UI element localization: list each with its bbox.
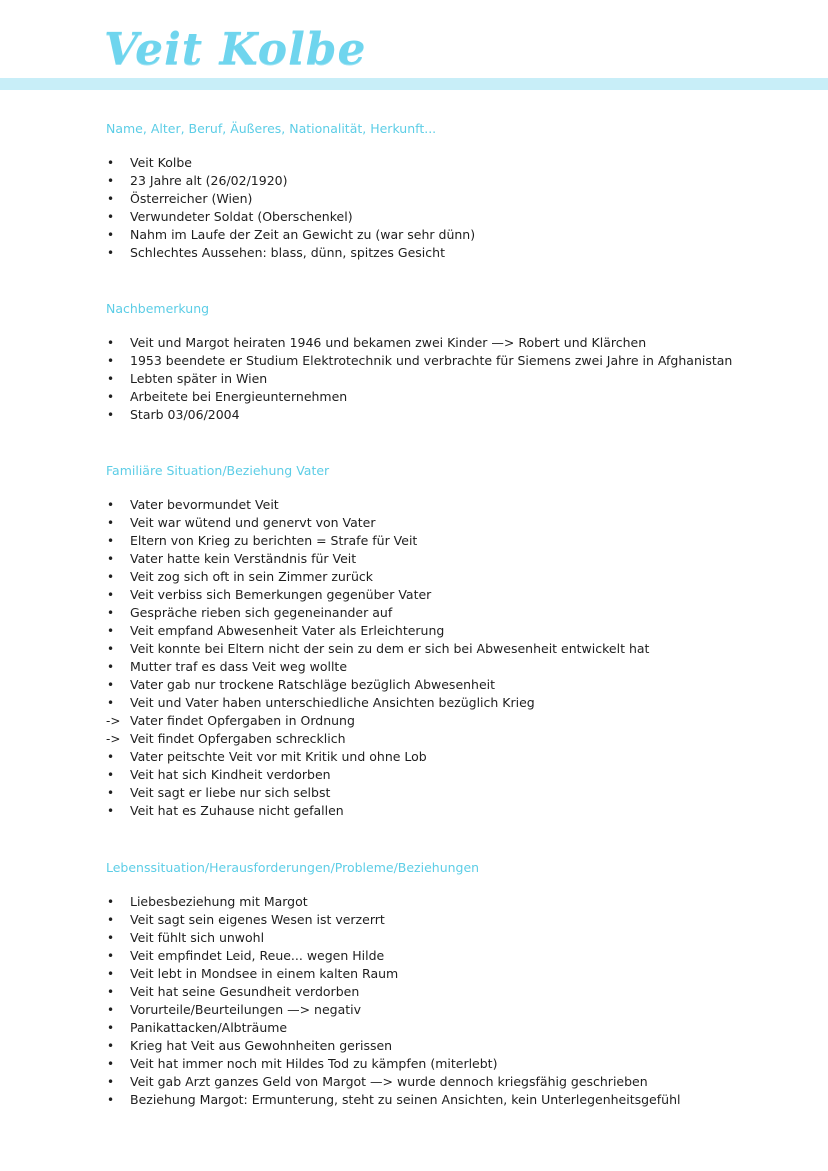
bullet-marker: • [107, 967, 115, 981]
list-item-text: Veit findet Opfergaben schrecklich [130, 731, 346, 746]
section-heading: Nachbemerkung [106, 301, 210, 316]
list-item [106, 226, 806, 244]
section-nachbemerkung [106, 300, 806, 424]
bullet-marker: • [107, 336, 115, 350]
bullet-marker: • [107, 1093, 115, 1107]
bullet-marker: • [107, 552, 115, 566]
list-item-text: Liebesbeziehung mit Margot [130, 894, 308, 909]
arrow-marker: -> [106, 732, 121, 746]
list-item-text: Veit empfindet Leid, Reue... wegen Hilde [130, 948, 385, 963]
bullet-marker: • [107, 949, 115, 963]
list-item-text: Nahm im Laufe der Zeit an Gewicht zu (war sehr dünn) [130, 227, 476, 242]
section-life-situation [106, 859, 806, 1109]
list-item [106, 929, 806, 947]
list-item-text: Lebten später in Wien [130, 371, 268, 386]
bullet-marker: • [107, 192, 115, 206]
bullet-marker: • [107, 534, 115, 548]
list-item [106, 154, 806, 172]
list-item [106, 586, 806, 604]
bullet-marker: • [107, 498, 115, 512]
list-item [106, 1073, 806, 1091]
list-item [106, 748, 806, 766]
list-item [106, 893, 806, 911]
list-item-text: Vater hatte kein Verständnis für Veit [130, 551, 357, 566]
bullet-marker: • [107, 408, 115, 422]
bullet-marker: • [107, 588, 115, 602]
list-item [106, 190, 806, 208]
section-heading: Name, Alter, Beruf, Äußeres, Nationalität, Herkunft... [106, 121, 437, 136]
list-item [106, 1019, 806, 1037]
list-item-text: Vorurteile/Beurteilungen —> negativ [130, 1002, 362, 1017]
bullet-marker: • [107, 228, 115, 242]
page-title: Veit Kolbe [104, 24, 367, 75]
list-item-text: Veit empfand Abwesenheit Vater als Erleichterung [130, 623, 445, 638]
list-item [106, 604, 806, 622]
list-item [106, 730, 806, 748]
list-item [106, 694, 806, 712]
list-item-text: Veit konnte bei Eltern nicht der sein zu dem er sich bei Abwesenheit entwickelt hat [130, 641, 650, 656]
list-item [106, 370, 806, 388]
list-item-text: Veit hat immer noch mit Hildes Tod zu kämpfen (miterlebt) [130, 1056, 498, 1071]
list-item-text: Vater peitschte Veit vor mit Kritik und ohne Lob [130, 749, 427, 764]
list-item-text: Vater bevormundet Veit [130, 497, 279, 512]
list-item [106, 784, 806, 802]
title-block [104, 22, 367, 78]
list-item [106, 334, 806, 352]
list-item [106, 658, 806, 676]
list-item [106, 550, 806, 568]
list-item-text: Veit lebt in Mondsee in einem kalten Raum [130, 966, 399, 981]
bullet-marker: • [107, 768, 115, 782]
bullet-marker: • [107, 156, 115, 170]
list-item [106, 532, 806, 550]
list-item-text: Veit und Vater haben unterschiedliche Ansichten bezüglich Krieg [130, 695, 535, 710]
list-item-text: Arbeitete bei Energieunternehmen [130, 389, 348, 404]
list-item [106, 496, 806, 514]
list-item-text: Gespräche rieben sich gegeneinander auf [130, 605, 393, 620]
bullet-marker: • [107, 174, 115, 188]
list-item [106, 766, 806, 784]
list-item [106, 352, 806, 370]
bullet-marker: • [107, 372, 115, 386]
bullet-marker: • [107, 696, 115, 710]
section-family-situation [106, 462, 806, 820]
list-item [106, 208, 806, 226]
list-item [106, 244, 806, 262]
list-item [106, 406, 806, 424]
bullet-marker: • [107, 931, 115, 945]
list-item-text: Veit hat sich Kindheit verdorben [130, 767, 331, 782]
list-item-text: Veit hat seine Gesundheit verdorben [130, 984, 360, 999]
list-item [106, 676, 806, 694]
bullet-marker: • [107, 1075, 115, 1089]
list-item-text: Krieg hat Veit aus Gewohnheiten gerissen [130, 1038, 393, 1053]
bullet-marker: • [107, 678, 115, 692]
bullet-marker: • [107, 750, 115, 764]
list-item-text: Veit verbiss sich Bemerkungen gegenüber Vater [130, 587, 432, 602]
bullet-marker: • [107, 786, 115, 800]
bullet-marker: • [107, 660, 115, 674]
list-item-text: Eltern von Krieg zu berichten = Strafe für Veit [130, 533, 418, 548]
bullet-marker: • [107, 1057, 115, 1071]
bullet-marker: • [107, 804, 115, 818]
list-item [106, 947, 806, 965]
list-item [106, 622, 806, 640]
list-item [106, 712, 806, 730]
list-item-text: Veit hat es Zuhause nicht gefallen [130, 803, 344, 818]
list-item [106, 514, 806, 532]
list-item-text: 23 Jahre alt (26/02/1920) [130, 173, 288, 188]
list-item [106, 965, 806, 983]
bullet-marker: • [107, 1003, 115, 1017]
list-item-text: Beziehung Margot: Ermunterung, steht zu seinen Ansichten, kein Unterlegenheitsgefühl [130, 1092, 681, 1107]
list-item [106, 802, 806, 820]
list-item-text: Vater findet Opfergaben in Ordnung [130, 713, 355, 728]
bullet-marker: • [107, 606, 115, 620]
list-item [106, 640, 806, 658]
section-personal-info [106, 120, 806, 262]
list-item-text: Vater gab nur trockene Ratschläge bezüglich Abwesenheit [130, 677, 496, 692]
bullet-marker: • [107, 570, 115, 584]
list-item [106, 1055, 806, 1073]
list-item-text: Veit und Margot heiraten 1946 und bekamen zwei Kinder —> Robert und Klärchen [130, 335, 647, 350]
list-item-text: Veit sagt sein eigenes Wesen ist verzerrt [130, 912, 385, 927]
list-item [106, 388, 806, 406]
title-highlight-band [0, 78, 828, 90]
list-item [106, 568, 806, 586]
bullet-marker: • [107, 246, 115, 260]
bullet-marker: • [107, 516, 115, 530]
bullet-list [106, 893, 806, 1109]
list-item [106, 172, 806, 190]
list-item-text: Veit sagt er liebe nur sich selbst [130, 785, 331, 800]
bullet-marker: • [107, 1039, 115, 1053]
bullet-marker: • [107, 210, 115, 224]
list-item-text: Veit fühlt sich unwohl [130, 930, 265, 945]
list-item [106, 1091, 806, 1109]
bullet-marker: • [107, 1021, 115, 1035]
section-heading: Lebenssituation/Herausforderungen/Probleme/Beziehungen [106, 860, 480, 875]
bullet-list [106, 496, 806, 820]
bullet-list [106, 334, 806, 424]
bullet-marker: • [107, 642, 115, 656]
bullet-list [106, 154, 806, 262]
list-item [106, 911, 806, 929]
list-item-text: Veit zog sich oft in sein Zimmer zurück [130, 569, 373, 584]
list-item-text: Veit Kolbe [130, 155, 192, 170]
list-item-text: Veit gab Arzt ganzes Geld von Margot —> wurde dennoch kriegsfähig geschrieben [130, 1074, 648, 1089]
list-item-text: Verwundeter Soldat (Oberschenkel) [130, 209, 353, 224]
list-item-text: Panikattacken/Albträume [130, 1020, 288, 1035]
list-item [106, 1037, 806, 1055]
list-item-text: Starb 03/06/2004 [130, 407, 240, 422]
bullet-marker: • [107, 624, 115, 638]
arrow-marker: -> [106, 714, 121, 728]
bullet-marker: • [107, 985, 115, 999]
bullet-marker: • [107, 913, 115, 927]
section-heading: Familiäre Situation/Beziehung Vater [106, 463, 330, 478]
list-item-text: Mutter traf es dass Veit weg wollte [130, 659, 348, 674]
bullet-marker: • [107, 390, 115, 404]
list-item-text: Schlechtes Aussehen: blass, dünn, spitzes Gesicht [130, 245, 445, 260]
list-item [106, 983, 806, 1001]
list-item-text: Veit war wütend und genervt von Vater [130, 515, 376, 530]
list-item-text: Österreicher (Wien) [130, 191, 253, 206]
bullet-marker: • [107, 354, 115, 368]
bullet-marker: • [107, 895, 115, 909]
list-item [106, 1001, 806, 1019]
list-item-text: 1953 beendete er Studium Elektrotechnik und verbrachte für Siemens zwei Jahre in Afghanistan [130, 353, 733, 368]
